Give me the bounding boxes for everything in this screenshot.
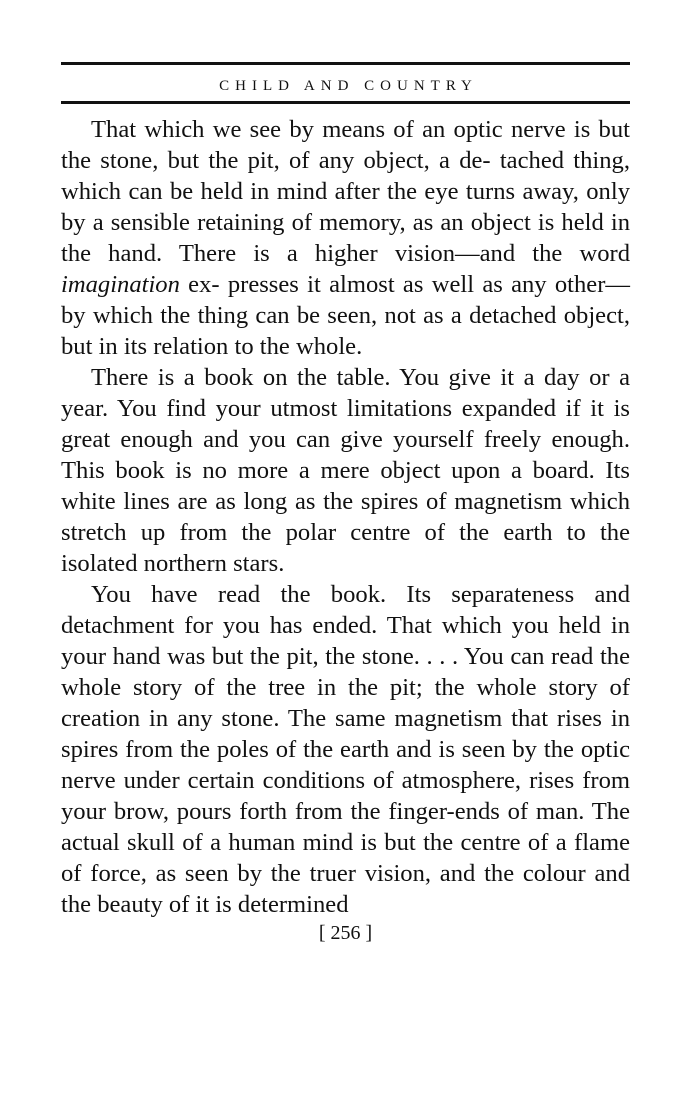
body-text: [61, 114, 630, 920]
paragraph-1: [61, 114, 630, 362]
header-rule: [61, 101, 630, 104]
paragraph-2: There is a book on the table. You give it a day or a year. You find your utmost limitations expanded if it is great enough and you can give yourself freely enough. This book is no more a mere object upon a board. Its white lines are as long as the spires of magnetism which stretch up from the polar centre of the earth to the isolated northern stars.: [61, 364, 630, 577]
paragraph-1-text-a: That which we see by means of an optic nerve is but the stone, but the pit, of any object, a de- tached thing, which can be held in mind after the eye turns away, only by a sensible retaining of memory, as an object is held in the hand. There is a higher vision—and the word: [61, 116, 630, 267]
page-number: [ 256 ]: [318, 922, 373, 944]
paragraph-3: You have read the book. Its separateness and detachment for you has ended. That which you held in your hand was but the pit, the stone. . . . You can read the whole story of the tree in the pit; the whole story of creation in any stone. The same magnetism that rises in spires from the poles of the earth and is seen by the optic nerve under certain conditions of atmosphere, rises from your brow, pours forth from the finger-ends of man. The actual skull of a human mind is but the centre of a flame of force, as seen by the truer vision, and the colour and the beauty of it is determined: [61, 581, 630, 918]
running-head: CHILD AND COUNTRY: [219, 78, 478, 94]
italic-word: imagination: [61, 271, 180, 298]
book-page: [61, 62, 630, 946]
paragraph-1-text-b: ex- presses it almost as well as any other—by which the thing can be seen, not as a detached object, but in its relation to the whole.: [61, 271, 630, 360]
